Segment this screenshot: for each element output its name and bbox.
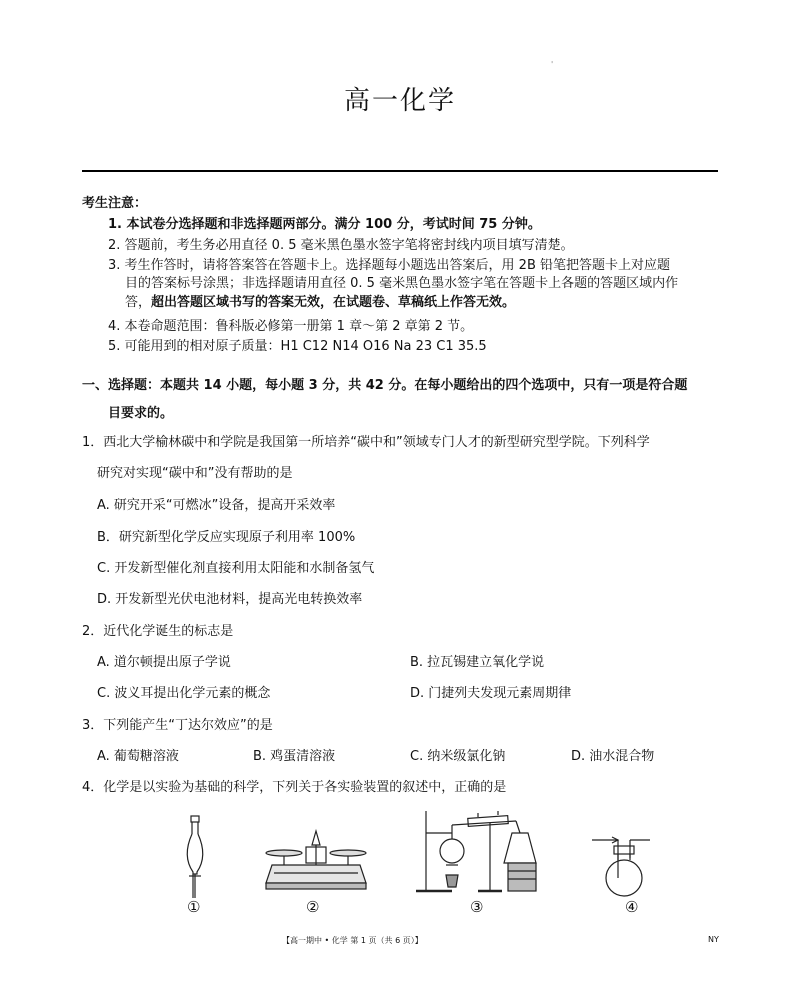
- notice-item-3: [108, 254, 670, 273]
- question-2-stem: [82, 620, 233, 639]
- question-3-option-d: D. 油水混合物: [571, 749, 655, 764]
- question-1-number: 1．: [82, 435, 104, 450]
- question-2-line1: 近代化学诞生的标志是: [103, 624, 234, 639]
- figure-label-2: ②: [306, 898, 320, 916]
- notice-item-3-num: 3.: [108, 258, 121, 273]
- notice-item-5: [108, 335, 487, 354]
- balance-figure: [262, 827, 370, 893]
- question-4-stem: [82, 776, 506, 795]
- notice-item-4: [108, 315, 473, 334]
- question-3-option-c: C. 纳米级氯化钠: [410, 749, 506, 764]
- notice-item-5-text: 可能用到的相对原子质量：H1 C12 N14 O16 Na 23 C1 35.5: [124, 339, 487, 354]
- question-1-line1: 西北大学榆林碳中和学院是我国第一所培养“碳中和”领域专门人才的新型研究型学院。下列科学: [103, 435, 650, 450]
- header-mark: ': [551, 60, 554, 69]
- section-heading-line1: 一、选择题：本题共 14 小题，每小题 3 分，共 42 分。在每小题给出的四个选项中，只有一项是符合题: [82, 378, 688, 393]
- notice-item-3-line3-plain: 答，: [125, 295, 152, 310]
- question-4-line1: 化学是以实验为基础的科学，下列关于各实验装置的叙述中，正确的是: [103, 780, 507, 795]
- notice-item-3-line1: 考生作答时，请将答案答在答题卡上。选择题每小题选出答案后，用 2B 铅笔把答题卡上对应题: [124, 258, 671, 273]
- notice-item-2-text: 答题前，考生务必用直径 0. 5 毫米黑色墨水签字笔将密封线内项目填写清楚。: [124, 238, 574, 253]
- question-3-option-a: A. 葡萄糖溶液: [97, 749, 179, 764]
- notice-item-2-num: 2.: [108, 238, 121, 253]
- title-rule: [82, 170, 718, 172]
- question-3-option-b: B. 鸡蛋清溶液: [253, 749, 336, 764]
- notice-item-1: [108, 213, 541, 232]
- notice-item-1-text: 本试卷分选择题和非选择题两部分。满分 100 分，考试时间 75 分钟。: [126, 217, 541, 232]
- question-2-option-a: A. 道尔顿提出原子学说: [97, 655, 231, 670]
- question-1-stem: [82, 431, 650, 450]
- question-2-option-d: D. 门捷列夫发现元素周期律: [410, 686, 572, 701]
- notice-item-3-line3: [125, 291, 515, 310]
- question-3-number: 3．: [82, 718, 104, 733]
- question-2-option-c: C. 波义耳提出化学元素的概念: [97, 686, 271, 701]
- question-2-option-b: B. 拉瓦锡建立氧化学说: [410, 655, 545, 670]
- figure-label-1: ①: [187, 898, 201, 916]
- distillation-apparatus-figure: [412, 803, 544, 897]
- section-heading-line2: 目要求的。: [108, 406, 174, 421]
- figure-label-4: ④: [625, 898, 639, 916]
- notice-heading: 考生注意：: [82, 196, 148, 211]
- page-footer: 【高一期中 • 化学 第 1 页（共 6 页）】: [282, 936, 423, 945]
- question-1-option-a: A. 研究开采“可燃冰”设备，提高开采效率: [97, 498, 336, 513]
- question-3-line1: 下列能产生“丁达尔效应”的是: [103, 718, 273, 733]
- question-4-number: 4．: [82, 780, 104, 795]
- question-1-option-c: C. 开发新型催化剂直接利用太阳能和水制备氢气: [97, 561, 375, 576]
- footer-code: NY: [708, 935, 719, 944]
- question-3-stem: [82, 714, 273, 733]
- notice-item-3-line3-bold: 超出答题区域书写的答案无效，在试题卷、草稿纸上作答无效。: [151, 295, 516, 310]
- question-1-option-b: B．研究新型化学反应实现原子利用率 100%: [97, 530, 356, 545]
- page-title: 高一化学: [343, 86, 456, 116]
- notice-item-3-line2: 目的答案标号涂黑；非选择题请用直径 0. 5 毫米黑色墨水签字笔在答题卡上各题的答题区域内作: [125, 276, 679, 291]
- notice-item-5-num: 5.: [108, 339, 121, 354]
- figure-label-3: ③: [470, 898, 484, 916]
- question-1-line2: 研究对实现“碳中和”没有帮助的是: [97, 466, 293, 481]
- notice-item-1-num: 1.: [108, 217, 122, 232]
- notice-item-4-text: 本卷命题范围：鲁科版必修第一册第 1 章～第 2 章第 2 节。: [124, 319, 474, 334]
- question-1-option-d: D. 开发新型光伏电池材料，提高光电转换效率: [97, 592, 363, 607]
- separatory-funnel-figure: [176, 814, 216, 902]
- notice-item-2: [108, 234, 574, 253]
- gas-washing-flask-figure: [590, 826, 658, 898]
- notice-item-4-num: 4.: [108, 319, 121, 334]
- question-2-number: 2．: [82, 624, 104, 639]
